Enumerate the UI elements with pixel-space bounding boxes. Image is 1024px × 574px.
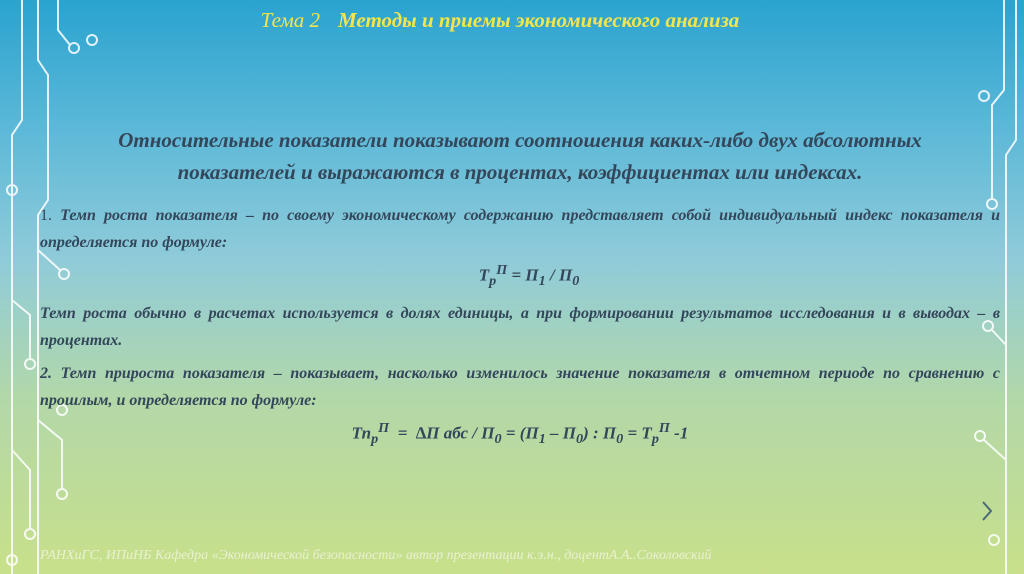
item-number: 2. <box>40 365 52 383</box>
topic-title: Методы и приемы экономического анализа <box>338 8 740 32</box>
formula-growth-rate: $Т_р^П = П_1 / П_0$ <box>478 262 580 290</box>
item-text: Темп роста обычно в расчетах используется в долях единицы, а при формировании результатов исследования и в выводах – в процентах. <box>40 305 1000 350</box>
lead-paragraph: Относительные показатели показывают соотношения каких-либо двух абсолютных показателей и выражаются в процентах, коэффициентах или индексах. <box>118 128 922 184</box>
item-increase-rate <box>40 360 1000 414</box>
item-growth-rate <box>40 202 1000 256</box>
topic-number: Тема 2 <box>260 8 321 32</box>
slide-content <box>40 124 1000 458</box>
arrow-right-icon[interactable] <box>980 500 994 522</box>
footer-credits: РАНХиГС, ИПиНБ Кафедра «Экономической безопасности» автор презентации к.э.н., доцентА.А..Соколовский <box>40 548 712 563</box>
item-number: 1. <box>40 207 52 224</box>
item-text: Темп роста показателя – по своему экономическому содержанию представляет собой индивидуальный индекс показателя и определяется по формуле: <box>40 207 1000 251</box>
item-growth-note <box>40 300 1000 354</box>
slide-title <box>0 8 1000 33</box>
item-text: Темп прироста показателя – показывает, насколько изменилось значение показателя в отчетном периоде по сравнению с прошлым, и определяется по формуле: <box>40 365 1000 410</box>
formula-increase-rate: $Тп_р^П = \Delta П$ абс / $П_0 = (П_1 - П_0)$ : $П_0 = Т_р^П$ -1 <box>351 420 689 448</box>
